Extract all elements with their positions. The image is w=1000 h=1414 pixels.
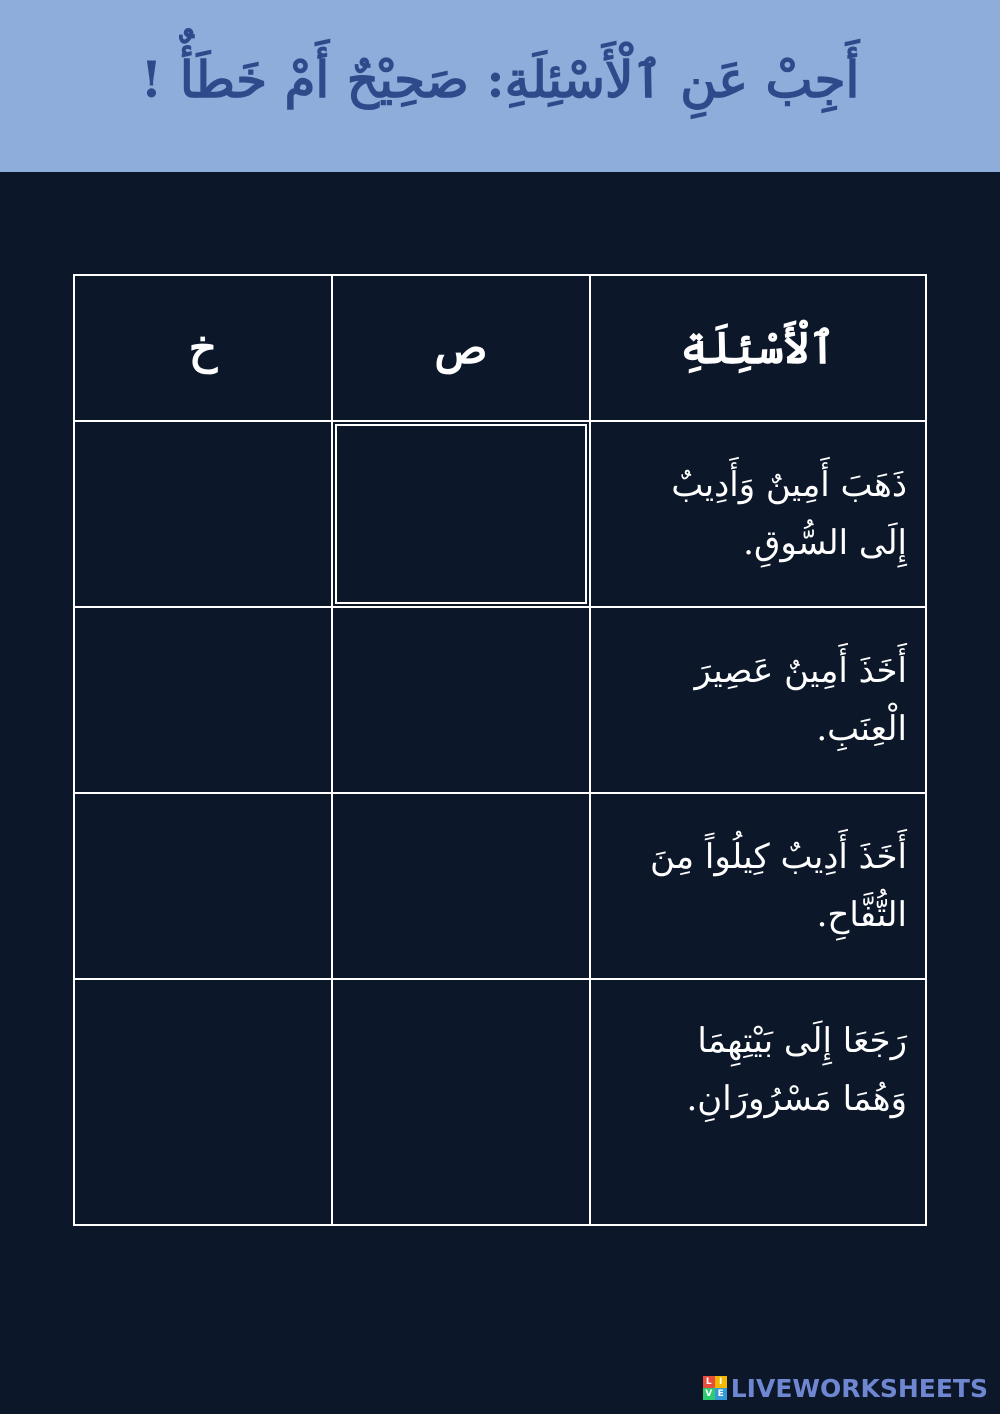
question-line: وَهُمَا مَسْرُورَانِ. <box>686 1079 907 1119</box>
question-line: أَخَذَ أَمِينٌ عَصِيرَ <box>694 651 907 691</box>
questions-column-header: ٱلْأَسْئِلَةِ <box>590 275 926 421</box>
false-answer-box[interactable] <box>74 607 332 793</box>
page-title: أَجِبْ عَنِ ٱلْأَسْئِلَةِ: صَحِيْحٌ أَمْ خَطَأٌ ! <box>140 50 860 109</box>
table-row <box>74 979 926 1225</box>
question-line: رَجَعَا إِلَى بَيْتِهِمَا <box>697 1021 907 1061</box>
header-banner <box>0 0 1000 172</box>
logo-letter: V <box>703 1388 715 1400</box>
true-answer-box[interactable] <box>332 979 590 1225</box>
liveworksheets-logo-icon <box>703 1376 727 1400</box>
brand-name: LIVEWORKSHEETS <box>730 1373 988 1403</box>
question-text <box>590 421 926 607</box>
true-answer-box[interactable] <box>332 421 590 607</box>
question-text <box>590 979 926 1225</box>
true-answer-box[interactable] <box>332 607 590 793</box>
table-row <box>74 421 926 607</box>
question-line: أَخَذَ أَدِيبٌ كِيلُواً مِنَ <box>650 837 907 877</box>
table-row <box>74 793 926 979</box>
answer-box-selected-outline <box>335 424 587 604</box>
table-header-row <box>74 275 926 421</box>
liveworksheets-brand[interactable] <box>703 1372 988 1404</box>
table-row <box>74 607 926 793</box>
true-false-table <box>73 274 927 1226</box>
false-answer-box[interactable] <box>74 793 332 979</box>
question-text <box>590 607 926 793</box>
question-line: الْعِنَبِ. <box>816 709 907 749</box>
true-answer-box[interactable] <box>332 793 590 979</box>
true-column-header: ص <box>332 275 590 421</box>
question-line: إِلَى السُّوقِ. <box>743 523 907 563</box>
false-answer-box[interactable] <box>74 421 332 607</box>
logo-letter: I <box>715 1376 727 1388</box>
false-column-header: خ <box>74 275 332 421</box>
logo-letter: L <box>703 1376 715 1388</box>
question-text <box>590 793 926 979</box>
false-answer-box[interactable] <box>74 979 332 1225</box>
logo-letter: E <box>715 1388 727 1400</box>
question-line: ذَهَبَ أَمِينٌ وَأَدِيبٌ <box>671 465 907 505</box>
question-line: التُّفَّاحِ. <box>816 895 907 935</box>
